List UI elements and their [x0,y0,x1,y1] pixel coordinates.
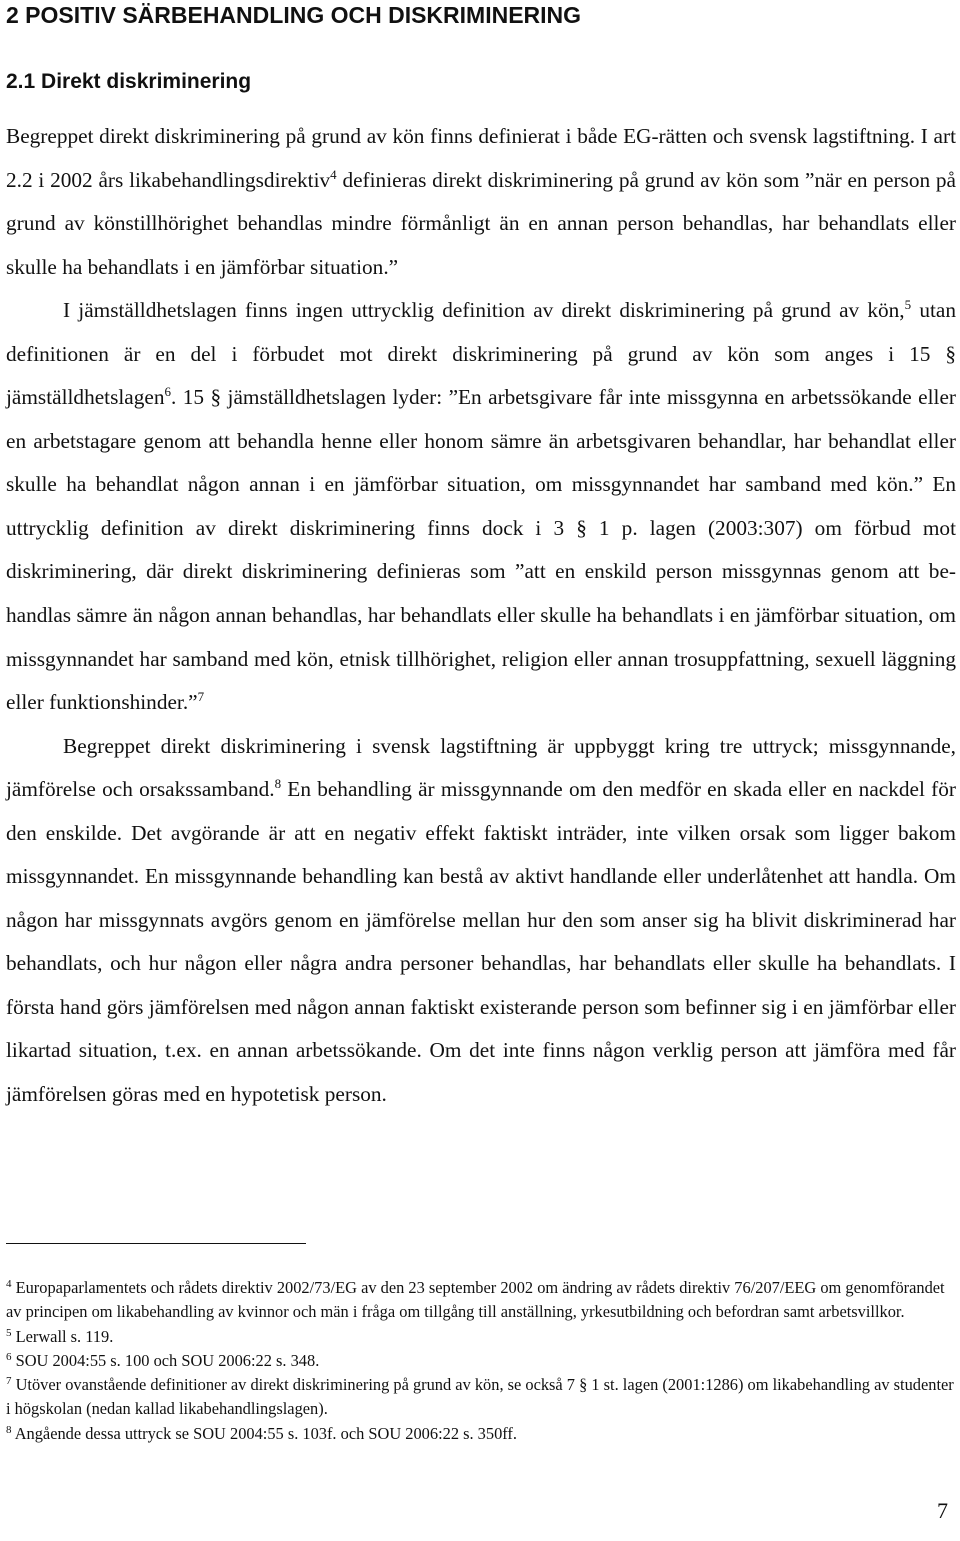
footnote-divider [6,1243,306,1244]
footnote-number: 5 [6,1326,12,1339]
footnote-number: 7 [6,1375,12,1388]
footnote-number: 4 [6,1277,12,1290]
body-text [6,115,956,1117]
paragraph-2 [6,289,956,724]
paragraph-2-text-c: . 15 § jämställdhetslagen lyder: ”En arbetsgivare får inte missgynna en arbetssökande eller en arbetstagare genom att behandla henne eller honom sämre än arbetsgivaren behandlar, har behandlat eller skulle ha behandlat någon annan i en jämförbar situation, om missgynnandet har samband med kön.” En uttrycklig definition av direkt diskriminering finns dock i 3 § 1 p. lagen (2003:307) om förbud mot diskriminering, där direkt diskriminering definieras som ”att en enskild person missgynnas genom att behandlas sämre än någon annan behandlas, har behandlats eller skulle ha behandlats i en jämförbar situation, om missgynnandet har samband med kön, etnisk tillhörighet, religion eller annan trosuppfattning, sexuell läggning eller funktionshinder.” [6,385,956,715]
footnote-ref-4[interactable]: 4 [330,166,337,182]
page-number: 7 [937,1498,948,1523]
footnote-text: SOU 2004:55 s. 100 och SOU 2006:22 s. 348. [11,1350,320,1370]
footnote-6 [6,1349,956,1373]
footnote-5 [6,1325,956,1349]
footnote-8 [6,1422,956,1446]
paragraph-1-text-a: Begreppet direkt diskriminering på grund av kön finns definierat i både EG-rätten och svensk lagstiftning. I art 2.2 i 2002 års likabehandlingsdirektiv [6,124,956,192]
footnote-text: Angående dessa uttryck se SOU 2004:55 s. 103f. och SOU 2006:22 s. 350ff. [11,1423,517,1443]
paragraph-1-text-b: definieras direkt diskriminering på grund av kön som ”när en person på grund av könstillhörighet behandlas mindre förmånligt än en annan person behandlas, har behandlats eller skulle ha behandlats i en jämförbar situation.” [6,167,956,279]
footnote-number: 6 [6,1350,12,1363]
footnote-4 [6,1276,956,1325]
paragraph-2-text-a: I jämställdhetslagen finns ingen uttrycklig definition av direkt diskriminering på grund av kön, [63,298,905,323]
footnote-ref-6[interactable]: 6 [164,384,171,400]
footnote-number: 8 [6,1423,12,1436]
footnote-text: Europaparlamentets och rådets direktiv 2002/73/EG av den 23 september 2002 om ändring av rådets direktiv 76/207/EEG om genomförandet av principen om likabehandling av kvinnor och män i fråga om tillgång till anställning, yrkesutbildning och befordran samt arbetsvillkor. [6,1278,945,1322]
paragraph-3-text-a: Begreppet direkt diskriminering i svensk lagstiftning är uppbyggt kring tre uttryck; missgynnande, jämförelse och orsakssamband. [6,733,956,802]
paragraph-3 [6,725,956,1117]
footnote-7 [6,1373,956,1422]
footnote-text: Lerwall s. 119. [11,1326,114,1346]
paragraph-2-text-b: utan definitionen är en del i förbudet mot direkt diskriminering på grund av kön som anges i 15 § jämställdhetslagen [6,298,956,410]
footnote-text: Utöver ovanstående definitioner av direkt diskriminering på grund av kön, se också 7 § 1 st. lagen (2001:1286) om likabehandling av studenter i högskolan (nedan kallad likabehandlingslagen). [6,1375,954,1419]
paragraph-3-text-b: En behandling är missgynnande om den medför en skada eller en nackdel för den enskilde. Det avgörande är att en negativ effekt faktiskt inträder, inte vilken orsak som ligger bakom missgynnandet. En missgynnande behandling kan bestå av aktivt handlande eller underlåtenhet att handla. Om någon har missgynnats avgörs genom en jämförelse mellan hur den som anser sig ha blivit diskriminerad har behandlats, och hur någon eller några andra personer behandlas, har behandlats eller skulle ha behandlats. I första hand görs jämförelsen med någon annan faktiskt existerande person som befinner sig i en jämförbar eller likartad situation, t.ex. en annan arbetssökande. Om det inte finns någon verklig person att jämföra med får jämförelsen göras med en hypotetisk person. [6,777,956,1107]
footnote-ref-5[interactable]: 5 [904,297,912,313]
paragraph-1 [6,115,956,289]
footnotes [6,1276,956,1446]
footnote-ref-7[interactable]: 7 [197,689,205,705]
chapter-heading: 2 POSITIV SÄRBEHANDLING OCH DISKRIMINERING [6,2,582,28]
footnote-ref-8[interactable]: 8 [274,776,282,792]
section-heading: 2.1 Direkt diskriminering [6,70,252,93]
